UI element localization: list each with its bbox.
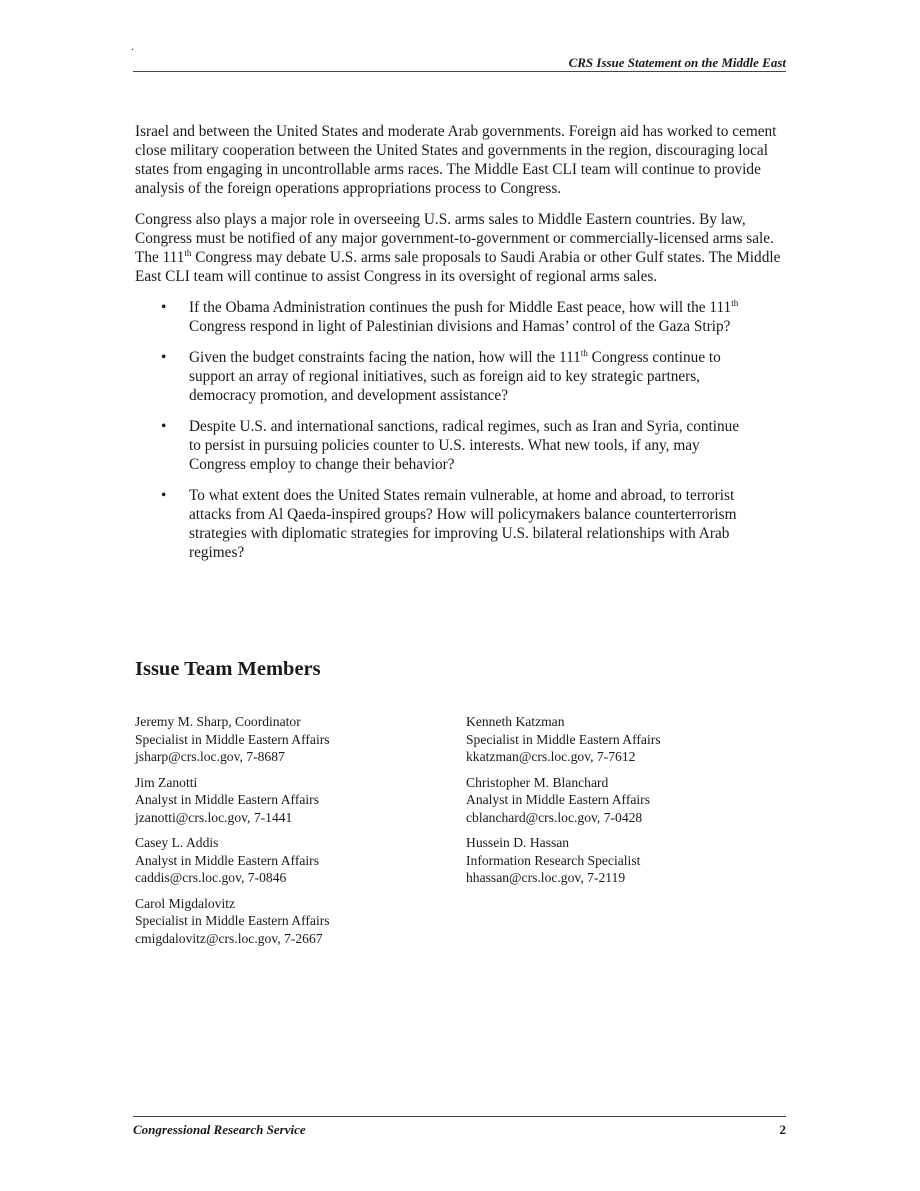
- member-name: Kenneth Katzman: [466, 714, 565, 729]
- member-name: Casey L. Addis: [135, 835, 219, 850]
- ordinal-suffix: th: [184, 248, 192, 258]
- ordinal-suffix: th: [580, 348, 588, 358]
- question-text-a: Given the budget constraints facing the nation, how will the 111: [189, 349, 581, 366]
- member-title: Analyst in Middle Eastern Affairs: [466, 792, 650, 807]
- member-contact: caddis@crs.loc.gov, 7-0846: [135, 870, 287, 885]
- running-header: CRS Issue Statement on the Middle East: [133, 54, 786, 72]
- paragraph-arms-sales: [135, 210, 787, 286]
- question-text-a: If the Obama Administration continues the push for Middle East peace, how will the 111: [189, 299, 732, 316]
- member-name: Carol Migdalovitz: [135, 895, 236, 911]
- paragraph-foreign-aid: Israel and between the United States and moderate Arab governments. Foreign aid has worked to cement close military cooperation between the United States and governments in the region, discouraging local states from engaging in uncontrollable arms races. The Middle East CLI team will continue to provide analysis of the foreign operations appropriations process to Congress.: [135, 123, 777, 197]
- bullet-icon: •: [161, 487, 167, 504]
- question-item-peace: [135, 298, 744, 336]
- member-contact: cmigdalovitz@crs.loc.gov, 7-2667: [135, 930, 323, 946]
- member-title: Analyst in Middle Eastern Affairs: [135, 852, 319, 868]
- bullet-icon: •: [161, 349, 167, 366]
- member-contact: cblanchard@crs.loc.gov, 7-0428: [466, 809, 643, 825]
- header-mark: .: [131, 39, 134, 53]
- question-text: Despite U.S. and international sanctions, radical regimes, such as Iran and Syria, continue to persist in pursuing policies counter to U.S. interests. What new tools, if any, may Congress employ to change their behavior?: [189, 418, 740, 473]
- question-text-b: Congress continue to support an array of regional initiatives, such as foreign aid to key strategic partners, democracy promotion, and development assistance?: [189, 349, 721, 404]
- member-title: Specialist in Middle Eastern Affairs: [135, 731, 330, 747]
- page-number: 2: [779, 1122, 786, 1137]
- team-member: [135, 834, 455, 887]
- team-member: [135, 774, 455, 827]
- main-content: [135, 122, 787, 574]
- footer-org: Congressional Research Service: [133, 1122, 306, 1137]
- question-list: [135, 298, 787, 562]
- paragraph-arms-sales-text-b: Congress may debate U.S. arms sale proposals to Saudi Arabia or other Gulf states. The Middle East CLI team will continue to assist Congress in its oversight of regional arms sales.: [135, 249, 781, 285]
- member-name: Jim Zanotti: [135, 774, 198, 790]
- member-title: Specialist in Middle Eastern Affairs: [135, 913, 330, 928]
- member-name: Jeremy M. Sharp, Coordinator: [135, 714, 301, 729]
- question-text: To what extent does the United States remain vulnerable, at home and abroad, to terrorist attacks from Al Qaeda-inspired groups? How will policymakers balance counterterrorism strategies with diplomatic strategies for improving U.S. bilateral relationships with Arab regimes?: [189, 487, 737, 561]
- team-column-right: [466, 713, 786, 895]
- bullet-icon: •: [161, 418, 167, 435]
- question-item-sanctions: [135, 417, 744, 474]
- member-contact: kkatzman@crs.loc.gov, 7-7612: [466, 749, 636, 764]
- team-heading: Issue Team Members: [135, 658, 321, 680]
- member-contact: jzanotti@crs.loc.gov, 7-1441: [135, 809, 293, 825]
- member-name: Christopher M. Blanchard: [466, 774, 609, 790]
- team-member: [466, 713, 786, 766]
- member-contact: hhassan@crs.loc.gov, 7-2119: [466, 870, 626, 885]
- question-item-terrorism: [135, 486, 744, 562]
- team-member: [135, 895, 455, 948]
- member-title: Specialist in Middle Eastern Affairs: [466, 731, 661, 747]
- question-text-b: Congress respond in light of Palestinian divisions and Hamas’ control of the Gaza Strip?: [189, 318, 731, 335]
- member-title: Information Research Specialist: [466, 852, 641, 868]
- team-member: [135, 713, 455, 766]
- team-member: [466, 774, 786, 827]
- member-name: Hussein D. Hassan: [466, 835, 570, 850]
- bullet-icon: •: [161, 299, 167, 316]
- team-member: [466, 834, 786, 887]
- page-footer: [133, 1116, 786, 1138]
- paragraph-arms-sales-text-a: Congress also plays a major role in overseeing U.S. arms sales to Middle Eastern countries. By law, Congress must be notified of any major government-to-government or commercially-licensed arms sale. The 111: [135, 211, 774, 266]
- question-item-budget: [135, 348, 744, 405]
- ordinal-suffix: th: [731, 298, 739, 308]
- member-title: Analyst in Middle Eastern Affairs: [135, 792, 319, 807]
- member-contact: jsharp@crs.loc.gov, 7-8687: [135, 749, 285, 764]
- team-column-left: [135, 713, 455, 955]
